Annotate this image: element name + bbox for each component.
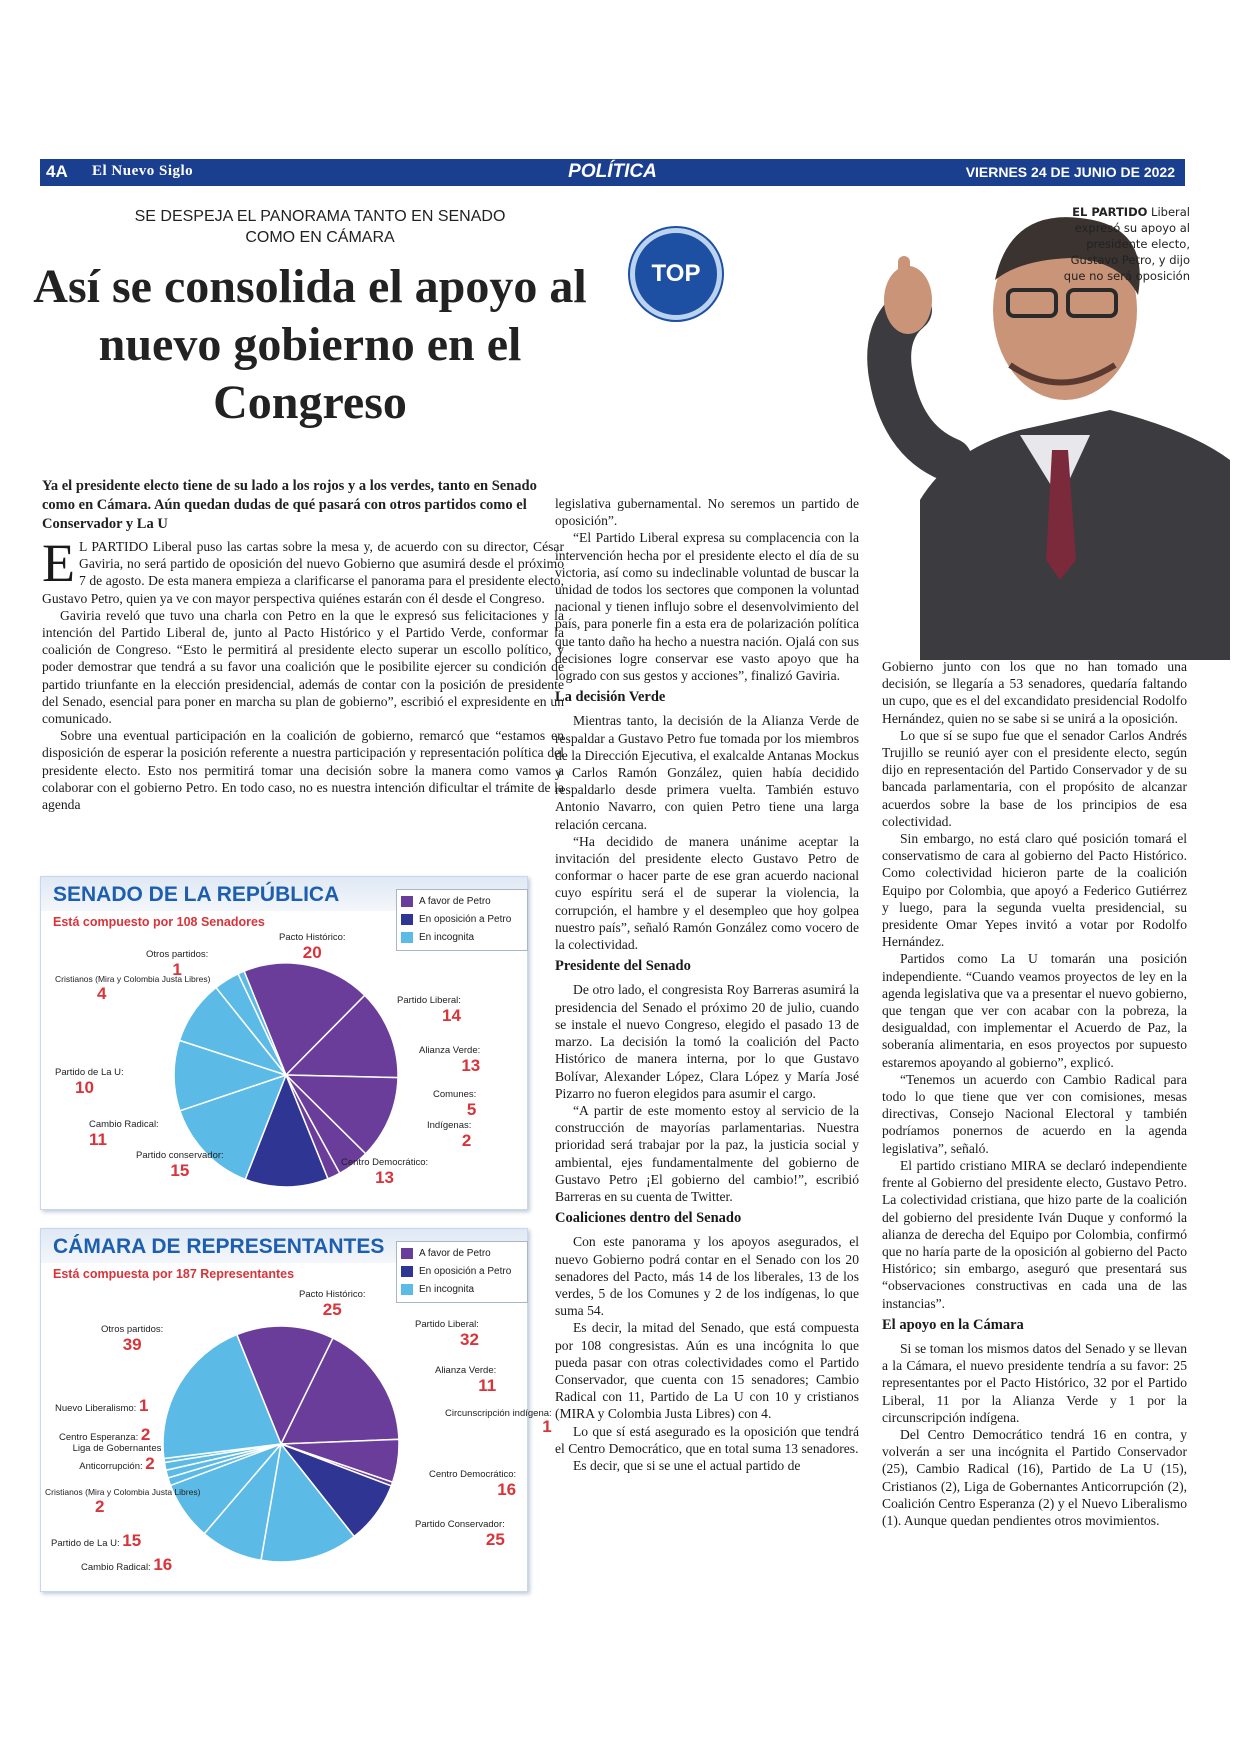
legend-item-favor: A favor de Petro	[401, 893, 523, 911]
photo-caption	[1060, 204, 1190, 284]
legend-item-incognita: En incognita	[401, 1281, 523, 1299]
paragraph: L PARTIDO Liberal puso las cartas sobre la mesa y, de acuerdo con su director, César Gaviria, no será partido de oposición del nuevo Gobierno que asumirá desde el próximo 7 de agosto. De esta manera empieza a clarificarse el panorama para el presidente electo, Gustavo Petro, quien ya ve con mayor perspectiva quiénes estarán con él desde el Congreso.	[42, 539, 564, 606]
pie-label: Otros partidos: 1	[146, 949, 209, 979]
paragraph: “A partir de este momento estoy al servicio de la construcción de mayorías parlamentarias. Nuestra prioridad será trabajar por la paz, la justicia social y ambiental, ejes fundamentalmente del gobierno de Gustavo Petro ¡El gobierno del cambio!”, escribió Barreras en su cuenta de Twitter.	[555, 1102, 859, 1204]
pie-label: Centro Democrático: 16	[429, 1469, 517, 1499]
pie-label: Cambio Radical: 16	[81, 1555, 173, 1574]
paragraph: legislativa gubernamental. No seremos un partido de oposición”.	[555, 496, 859, 529]
pie-label: Nuevo Liberalismo: 1	[55, 1396, 149, 1415]
paragraph: Lo que sí está asegurado es la oposición que tendrá el Centro Democrático, que en total suma 13 senadores.	[555, 1423, 859, 1456]
pie-label: Partido conservador: 15	[136, 1150, 224, 1180]
paragraph: Gaviria reveló que tuvo una charla con Petro en la que le expresó sus felicitaciones y la intención del Partido Liberal de, junto al Pacto Histórico y el Partido Verde, conformar la coalición de Congreso. “Esto le permitirá al presidente electo superar un escollo político, y poder demostrar que tendrá a su favor una coalición que le posibilite ejercer su condición de partido triunfante en la elección presidencial, además de contar con la posición de presidente del Senado, esencial para poner en marcha su plan de gobierno”, escribió el expresidente en un comunicado.	[42, 607, 564, 727]
paragraph: Del Centro Democrático tendrá 16 en contra, y volverán a ser una incógnita el Partido Conservador (25), Cambio Radical (16), Partido de La U (15), Cristianos (2), Liga de Gobernantes Anticorrupción (2), Coalición Centro Esperanza (2) y el Nuevo Liberalismo (1). Aunque quedan pendientes otros movimientos.	[882, 1426, 1187, 1528]
pie-label: Partido Liberal: 14	[397, 995, 461, 1025]
paragraph: “El Partido Liberal expresa su complacencia con la intervención hecha por el presidente electo el día de su victoria, así como su indeclinable voluntad de buscar la unidad de todos los sectores que componen la voluntad nacional y tienen influjo sobre el desenvolvimiento del país, para ponerle fin a esta era de polarización política que tanto daño ha hecho a nuestra nación. Ojalá con sus decisiones logre conservar ese vasto apoyo que ha logrado con sus gestos y acciones”, finalizó Gaviria.	[555, 530, 859, 684]
paragraph: Es decir, que si se une el actual partido de	[573, 1457, 801, 1473]
pie-label: Partido Liberal: 32	[415, 1319, 479, 1349]
paragraph: Sin embargo, no está claro qué posición tomará el conservatismo de cara al gobierno del Pacto Histórico. Como colectividad hicieron parte de la coalición Equipo por Colombia, que apoyó a Federico Gutiérrez y luego, para la segunda vuelta presidencial, su presidente Omar Yepes invitó a votar por Rodolfo Hernández.	[882, 831, 1187, 950]
subheading: Coaliciones dentro del Senado	[555, 1210, 742, 1227]
pie-label: Liga de Gobernantes Anticorrupción: 2	[72, 1443, 162, 1473]
chart-subtitle: Está compuesto por 108 Senadores	[53, 915, 265, 929]
pie-label: Alianza Verde: 13	[419, 1045, 481, 1075]
top-badge: TOP	[630, 228, 722, 320]
section-header-band	[40, 159, 1185, 186]
caption-text: Liberal expresó su apoyo al presidente electo, Gustavo Petro, y dijo que no será oposición	[1063, 205, 1190, 283]
subheading: El apoyo en la Cámara	[882, 1316, 1024, 1333]
masthead: El Nuevo Siglo	[92, 163, 194, 179]
article-column-2	[555, 495, 859, 1474]
chart-title: SENADO DE LA REPÚBLICA	[53, 883, 340, 906]
paragraph: Es decir, la mitad del Senado, que está compuesta por 108 congresistas. Aún es una incógnita lo que pueda pasar con otras colectividades como el Partido Conservador, que cuenta con 15 senadores; Cambio Radical con 11, Partido de La U con 10 y cristianos (MIRA y Colombia Justa Libres) con 4.	[555, 1320, 859, 1422]
subheading: Presidente del Senado	[555, 958, 691, 975]
paragraph: Sobre una eventual participación en la coalición de gobierno, remarcó que “estamos en disposición de esperar la posición referente a nuestra participación y representación política del presidente electo. Esto nos permitirá tomar una decisión sobre la manera como vamos a colaborar con el gobierno Petro. En todo caso, no es nuestra intención dificultar el trámite de la agenda	[42, 728, 564, 813]
pie-label: Cristianos (Mira y Colombia Justa Libres) 4	[55, 974, 211, 1003]
legend-item-oposicion: En oposición a Petro	[401, 1263, 523, 1281]
legend-item-favor: A favor de Petro	[401, 1245, 523, 1263]
legend-item-oposicion: En oposición a Petro	[401, 911, 523, 929]
pie-label: Partido de La U: 10	[55, 1067, 124, 1097]
paragraph: De otro lado, el congresista Roy Barreras asumirá la presidencia del Senado el próximo 20 de julio, cuando se instale el nuevo Congreso, elegido el pasado 13 de marzo. La decisión la tomó la coalición del Pacto Histórico de manera interna, por lo que Gustavo Bolívar, Alexander López, Clara López y María José Pizarro no fueron elegidos para asumir el cargo.	[555, 982, 859, 1101]
pie-label: Cambio Radical: 11	[89, 1119, 159, 1149]
page-number: 4A	[46, 162, 68, 181]
pie-label: Centro Esperanza: 2	[59, 1425, 151, 1444]
article-column-1	[42, 533, 564, 813]
camara-infographic	[40, 1228, 552, 1592]
chart-title: CÁMARA DE REPRESENTANTES	[53, 1235, 385, 1258]
paragraph: Partidos como La U tomarán una posición independiente. “Cuando veamos proyectos de ley en la agenda legislativa que va a presentar el nuevo gobierno, que tengan que ver con acabar con la pobreza, la desigualdad, con implementar el Acuerdo de Paz, la soberanía alimentaria, en esos proyectos por supuesto estaremos apoyando al gobierno”, explicó.	[882, 951, 1187, 1070]
paragraph: Mientras tanto, la decisión de la Alianza Verde de respaldar a Gustavo Petro fue tomada por los miembros de la Dirección Ejecutiva, el exalcalde Antanas Mockus y Carlos Ramón González, quien había decidido respaldarlo desde primera vuelta. También estuvo Antonio Navarro, con quien Petro tiene una larga relación cercana.	[555, 713, 859, 832]
dropcap: E	[42, 533, 75, 593]
pie-label: Cristianos (Mira y Colombia Justa Libres) 2	[45, 1487, 201, 1516]
pie-label: Circunscripción indígena: 1	[445, 1408, 552, 1436]
senado-pie	[41, 877, 527, 1209]
paragraph: Si se toman los mismos datos del Senado y se llevan a la Cámara, el nuevo presidente tendría a su favor: 25 representantes por el Pacto Histórico, 32 por el Partido Liberal, 11 por la Alianza Verde y 1 por la circunscripción indígena.	[882, 1340, 1187, 1425]
legend-item-incognita: En incognita	[401, 929, 523, 947]
issue-date: VIERNES 24 DE JUNIO DE 2022	[965, 164, 1175, 180]
lede: Ya el presidente electo tiene de su lado a los rojos y a los verdes, tanto en Senado como en Cámara. Aún quedan dudas de qué pasará con otros partidos como el Conservador y La U	[42, 478, 537, 532]
paragraph: Lo que sí se supo fue que el senador Carlos Andrés Trujillo se reunió ayer con el presidente electo, según dijo en representación del Partido Conservador y de su bancada parlamentaria, con el propósito de alcanzar acuerdos sobre la base de los principios de esa colectividad.	[882, 727, 1187, 829]
kicker: SE DESPEJA EL PANORAMA TANTO EN SENADO COMO EN CÁMARA	[134, 208, 506, 246]
pie-label: Comunes: 5	[433, 1089, 477, 1119]
pie-label: Alianza Verde: 11	[435, 1365, 497, 1395]
senado-infographic	[40, 876, 528, 1210]
pie-label: Partido Conservador: 25	[415, 1519, 505, 1549]
section-title: POLÍTICA	[568, 161, 657, 182]
paragraph: “Tenemos un acuerdo con Cambio Radical para todo lo que tiene que ver con comisiones, mesas directivas, Consejo Nacional Electoral y también podríamos ponernos de acuerdo en la agenda legislativa”, señaló.	[882, 1071, 1187, 1156]
pie-label: Indígenas: 2	[427, 1120, 472, 1150]
paragraph: Gobierno junto con los que no han tomado una decisión, se llegaría a 53 senadores, quedaría faltando un cupo, que es el del excandidato presidencial Rodolfo Hernández, quien no se sabe si se unirá a la oposición.	[882, 659, 1187, 726]
chart-subtitle: Está compuesta por 187 Representantes	[53, 1267, 295, 1281]
pie-label: Pacto Histórico: 25	[299, 1289, 366, 1319]
pie-label: Pacto Histórico: 20	[279, 932, 346, 962]
subheading: La decisión Verde	[555, 689, 666, 706]
paragraph: El partido cristiano MIRA se declaró independiente frente al Gobierno del presidente electo, Gustavo Petro. La colectividad cristiana, que hizo parte de la coalición del gobierno del presidente Iván Duque y conformó la alianza de derecha del Equipo por Colombia, confirmó que no haría parte de la oposición al gobierno del Pacto Histórico; sin embargo, aseguró que presentará sus “observaciones constructivas en cada una de las instancias”.	[882, 1157, 1187, 1311]
caption-lead: EL PARTIDO	[1072, 205, 1148, 219]
pie-label: Centro Democrático: 13	[341, 1157, 429, 1187]
headline: Así se consolida el apoyo al nuevo gobierno en el Congreso	[33, 260, 587, 429]
pie-label: Otros partidos: 39	[101, 1324, 164, 1354]
article-column-3	[882, 658, 1187, 1529]
pie-label: Partido de La U: 15	[51, 1531, 142, 1550]
paragraph: “Ha decidido de manera unánime aceptar la invitación del presidente electo Gustavo Petro de conformar o hacer parte de ese gran acuerdo nacional cuyo espíritu será el de superar la violencia, la corrupción, el hambre y el desempleo que hoy golpea nuestro país”, señaló Ramón González como vocero de la colectividad.	[555, 833, 859, 953]
paragraph: Con este panorama y los apoyos asegurados, el nuevo Gobierno podrá contar en el Senado con los 20 senadores del Pacto, más 14 de los liberales, 13 de los verdes, 5 de los Comunes y 2 de los indígenas, lo que suma 54.	[555, 1234, 859, 1319]
